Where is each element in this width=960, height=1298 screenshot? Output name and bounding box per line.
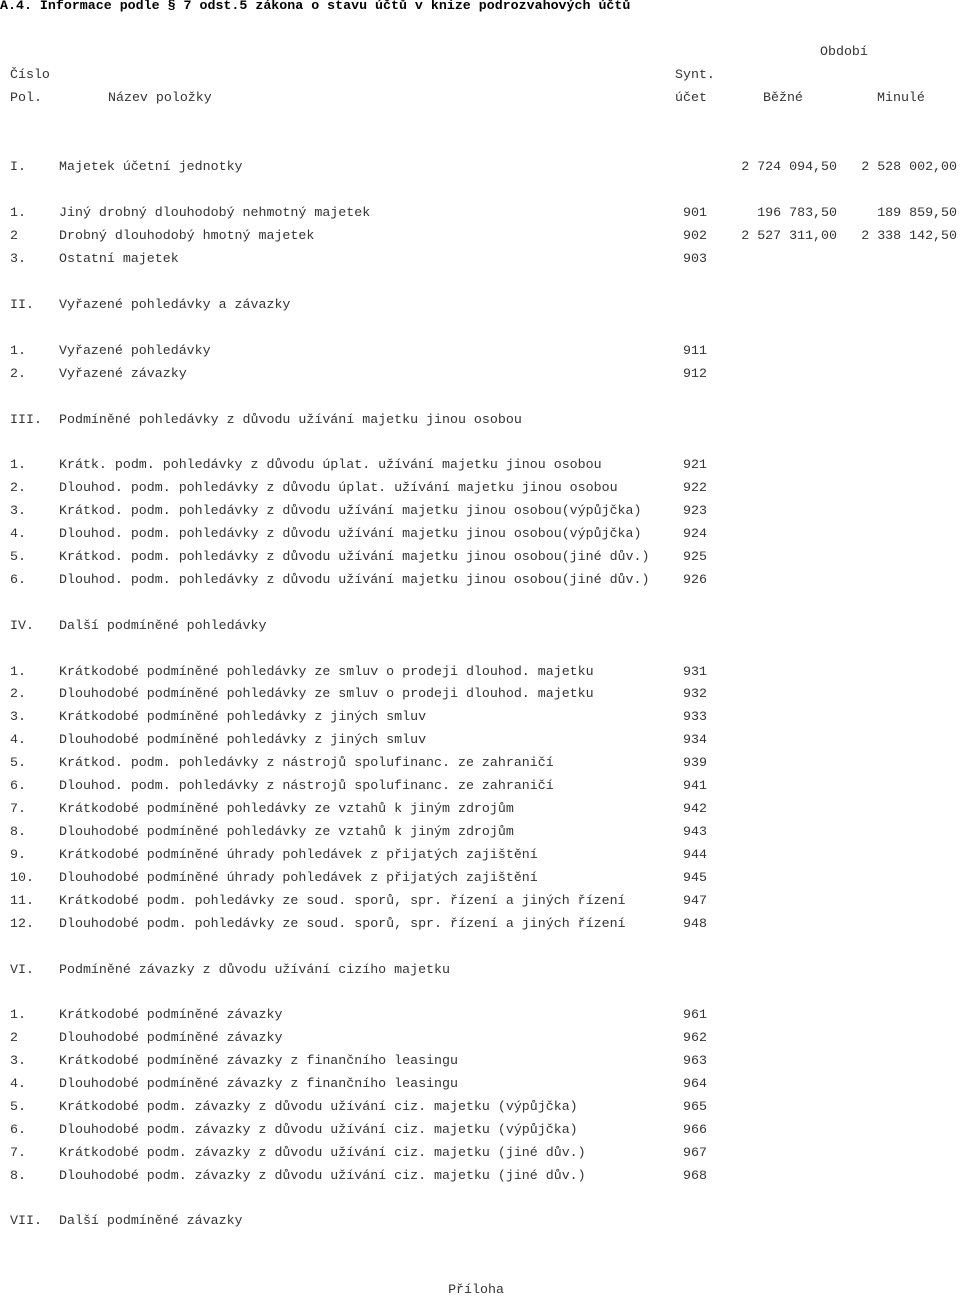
header-item-name: Název položky: [108, 90, 212, 105]
table-row: [0, 709, 960, 725]
row-name: Krátkod. podm. pohledávky z důvodu užívání majetku jinou osobou(jiné dův.): [59, 549, 650, 564]
table-row: [0, 916, 960, 932]
row-name: Dlouhod. podm. pohledávky z důvodu užívání majetku jinou osobou(výpůjčka): [59, 526, 642, 541]
row-account: 923: [683, 503, 707, 518]
row-name: Dlouhodobé podm. závazky z důvodu užívání ciz. majetku (výpůjčka): [59, 1122, 578, 1137]
row-number: 11.: [10, 893, 34, 908]
header-current: Běžné: [763, 90, 803, 105]
table-row: [0, 778, 960, 794]
row-name: Další podmíněné pohledávky: [59, 618, 267, 633]
row-name: Podmíněné pohledávky z důvodu užívání majetku jinou osobou: [59, 412, 522, 427]
table-row: [0, 297, 960, 313]
row-name: Krátkodobé podmíněné úhrady pohledávek z přijatých zajištění: [59, 847, 538, 862]
row-name: Dlouhodobé podmíněné pohledávky ze vztahů k jiným zdrojům: [59, 824, 514, 839]
row-account: 962: [683, 1030, 707, 1045]
row-name: Dlouhodobé podm. pohledávky ze soud. sporů, spr. řízení a jiných řízení: [59, 916, 626, 931]
table-row: [0, 618, 960, 634]
row-number: 7.: [10, 801, 26, 816]
row-name: Drobný dlouhodobý hmotný majetek: [59, 228, 315, 243]
row-account: 922: [683, 480, 707, 495]
row-account: 911: [683, 343, 707, 358]
row-account: 964: [683, 1076, 707, 1091]
table-row: [0, 847, 960, 863]
row-name: Dlouhod. podm. pohledávky z důvodu užívání majetku jinou osobou(jiné dův.): [59, 572, 650, 587]
row-number: VII.: [10, 1213, 42, 1228]
row-number: 3.: [10, 503, 26, 518]
row-number: 6.: [10, 778, 26, 793]
table-row: [0, 1213, 960, 1229]
row-account: 947: [683, 893, 707, 908]
row-name: Dlouhodobé podmíněné závazky z finančního leasingu: [59, 1076, 458, 1091]
row-number: 3.: [10, 1053, 26, 1068]
header-previous: Minulé: [877, 90, 925, 105]
row-account: 961: [683, 1007, 707, 1022]
row-number: 1.: [10, 1007, 26, 1022]
row-account: 945: [683, 870, 707, 885]
row-account: 939: [683, 755, 707, 770]
table-row: [0, 732, 960, 748]
table-row: [0, 870, 960, 886]
row-name: Krátkodobé podm. závazky z důvodu užívání ciz. majetku (výpůjčka): [59, 1099, 578, 1114]
row-account: 903: [683, 251, 707, 266]
row-number: VI.: [10, 962, 34, 977]
row-number: 4.: [10, 732, 26, 747]
table-row: [0, 686, 960, 702]
header-synthetic: Synt.: [675, 67, 715, 82]
row-account: 967: [683, 1145, 707, 1160]
table-row: [0, 801, 960, 817]
row-account: 943: [683, 824, 707, 839]
row-name: Krátk. podm. pohledávky z důvodu úplat. užívání majetku jinou osobou: [59, 457, 602, 472]
row-account: 965: [683, 1099, 707, 1114]
row-number: 1.: [10, 343, 26, 358]
row-number: 1.: [10, 664, 26, 679]
table-row: [0, 755, 960, 771]
row-name: Dlouhod. podm. pohledávky z nástrojů spolufinanc. ze zahraničí: [59, 778, 554, 793]
table-row: [0, 526, 960, 542]
header-item: Pol.: [10, 90, 42, 105]
row-number: 4.: [10, 1076, 26, 1091]
row-current-value: 196 783,50: [757, 205, 837, 220]
row-account: 902: [683, 228, 707, 243]
row-current-value: 2 527 311,00: [741, 228, 837, 243]
table-row: [0, 664, 960, 680]
row-name: Krátkodobé podm. závazky z důvodu užívání ciz. majetku (jiné dův.): [59, 1145, 586, 1160]
table-row: [0, 412, 960, 428]
row-account: 942: [683, 801, 707, 816]
row-number: 3.: [10, 709, 26, 724]
row-name: Krátkodobé podmíněné pohledávky ze smluv o prodeji dlouhod. majetku: [59, 664, 594, 679]
row-name: Krátkodobé podmíněné závazky: [59, 1007, 283, 1022]
row-name: Vyřazené pohledávky: [59, 343, 211, 358]
row-account: 934: [683, 732, 707, 747]
row-name: Dlouhodobé podmíněné pohledávky z jiných smluv: [59, 732, 427, 747]
table-row: [0, 893, 960, 909]
row-name: Ostatní majetek: [59, 251, 179, 266]
row-number: II.: [10, 297, 34, 312]
row-number: 2.: [10, 366, 26, 381]
row-previous-value: 189 859,50: [877, 205, 957, 220]
row-name: Podmíněné závazky z důvodu užívání cizího majetku: [59, 962, 450, 977]
row-name: Další podmíněné závazky: [59, 1213, 243, 1228]
row-number: 5.: [10, 755, 26, 770]
header-account: účet: [675, 90, 707, 105]
footer-label: Příloha: [448, 1282, 504, 1297]
row-account: 912: [683, 366, 707, 381]
row-name: Krátkodobé podmíněné závazky z finančního leasingu: [59, 1053, 458, 1068]
row-number: 8.: [10, 1168, 26, 1183]
row-name: Krátkodobé podmíněné pohledávky z jiných smluv: [59, 709, 427, 724]
row-name: Dlouhodobé podmíněné úhrady pohledávek z přijatých zajištění: [59, 870, 538, 885]
row-number: 12.: [10, 916, 34, 931]
row-number: 6.: [10, 572, 26, 587]
row-name: Dlouhod. podm. pohledávky z důvodu úplat. užívání majetku jinou osobou: [59, 480, 618, 495]
row-number: 2: [10, 1030, 18, 1045]
row-name: Vyřazené pohledávky a závazky: [59, 297, 291, 312]
table-row: [0, 824, 960, 840]
row-name: Majetek účetní jednotky: [59, 159, 243, 174]
row-name: Dlouhodobé podm. závazky z důvodu užívání ciz. majetku (jiné dův.): [59, 1168, 586, 1183]
row-account: 933: [683, 709, 707, 724]
table-row: [0, 1076, 960, 1092]
row-account: 968: [683, 1168, 707, 1183]
table-row: [0, 366, 960, 382]
row-name: Dlouhodobé podmíněné závazky: [59, 1030, 283, 1045]
row-number: 2: [10, 228, 18, 243]
header-period: Období: [820, 44, 868, 59]
row-account: 901: [683, 205, 707, 220]
row-number: 9.: [10, 847, 26, 862]
row-account: 925: [683, 549, 707, 564]
row-account: 941: [683, 778, 707, 793]
row-name: Krátkod. podm. pohledávky z nástrojů spolufinanc. ze zahraničí: [59, 755, 554, 770]
row-number: 2.: [10, 686, 26, 701]
row-account: 963: [683, 1053, 707, 1068]
table-row: [0, 251, 960, 267]
row-account: 921: [683, 457, 707, 472]
row-account: 966: [683, 1122, 707, 1137]
row-name: Vyřazené závazky: [59, 366, 187, 381]
table-row: [0, 1145, 960, 1161]
row-number: IV.: [10, 618, 34, 633]
row-name: Krátkodobé podm. pohledávky ze soud. sporů, spr. řízení a jiných řízení: [59, 893, 626, 908]
row-number: I.: [10, 159, 26, 174]
row-account: 932: [683, 686, 707, 701]
table-row: [0, 962, 960, 978]
header-number: Číslo: [10, 67, 50, 82]
row-name: Dlouhodobé podmíněné pohledávky ze smluv o prodeji dlouhod. majetku: [59, 686, 594, 701]
table-row: [0, 343, 960, 359]
row-number: 1.: [10, 457, 26, 472]
table-row: [0, 572, 960, 588]
row-number: 6.: [10, 1122, 26, 1137]
row-number: III.: [10, 412, 42, 427]
row-number: 5.: [10, 1099, 26, 1114]
table-row: [0, 159, 960, 175]
page-title: A.4. Informace podle § 7 odst.5 zákona o stavu účtů v knize podrozvahových účtů: [0, 0, 631, 13]
row-name: Krátkodobé podmíněné pohledávky ze vztahů k jiným zdrojům: [59, 801, 514, 816]
table-row: [0, 549, 960, 565]
row-name: Krátkod. podm. pohledávky z důvodu užívání majetku jinou osobou(výpůjčka): [59, 503, 642, 518]
table-row: [0, 1122, 960, 1138]
table-row: [0, 1007, 960, 1023]
table-row: [0, 1099, 960, 1115]
row-number: 1.: [10, 205, 26, 220]
table-row: [0, 205, 960, 221]
row-account: 924: [683, 526, 707, 541]
row-previous-value: 2 338 142,50: [861, 228, 957, 243]
row-number: 2.: [10, 480, 26, 495]
row-account: 944: [683, 847, 707, 862]
row-name: Jiný drobný dlouhodobý nehmotný majetek: [59, 205, 371, 220]
table-row: [0, 1053, 960, 1069]
table-row: [0, 1168, 960, 1184]
row-number: 10.: [10, 870, 34, 885]
table-row: [0, 1030, 960, 1046]
row-number: 4.: [10, 526, 26, 541]
row-account: 926: [683, 572, 707, 587]
row-number: 3.: [10, 251, 26, 266]
row-current-value: 2 724 094,50: [741, 159, 837, 174]
table-row: [0, 228, 960, 244]
row-previous-value: 2 528 002,00: [861, 159, 957, 174]
table-row: [0, 503, 960, 519]
row-account: 931: [683, 664, 707, 679]
table-row: [0, 480, 960, 496]
row-number: 7.: [10, 1145, 26, 1160]
table-row: [0, 457, 960, 473]
row-number: 8.: [10, 824, 26, 839]
row-number: 5.: [10, 549, 26, 564]
row-account: 948: [683, 916, 707, 931]
